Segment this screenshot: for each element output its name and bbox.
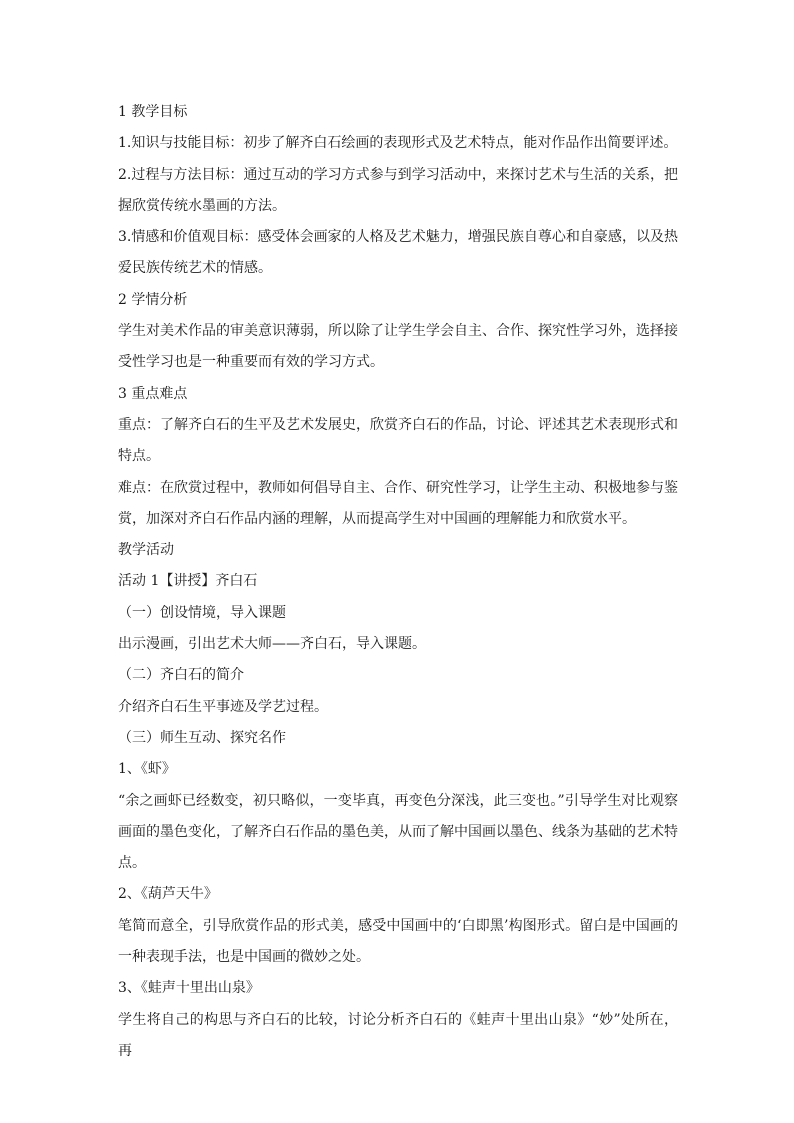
- paragraph-key-point-line1: 重点：了解齐白石的生平及艺术发展史，欣赏齐白石的作品，讨论、评述其艺术表现形式和: [118, 416, 678, 433]
- paragraph-difficulty-line1: 难点：在欣赏过程中，教师如何倡导自主、合作、研究性学习，让学生主动、积极地参与鉴: [118, 479, 678, 496]
- item-shrimp-title: 1、《虾》: [118, 761, 176, 778]
- heading-key-points: 3 重点难点: [118, 385, 188, 402]
- paragraph-frog-line1: 学生将自己的构思与齐白石的比较，讨论分析齐白石的《蛙声十里出山泉》“妙”处所在，再: [118, 1011, 678, 1059]
- heading-activity-1: 活动 1【讲授】齐白石: [118, 573, 258, 590]
- subheading-interaction: （三）师生互动、探究名作: [118, 729, 286, 746]
- paragraph-learner-analysis-line1: 学生对美术作品的审美意识薄弱，所以除了让学生学会自主、合作、探究性学习外，选择接: [118, 323, 678, 340]
- subheading-create-situation: （一）创设情境，导入课题: [118, 604, 286, 621]
- paragraph-introduction: 介绍齐白石生平事迹及学艺过程。: [118, 698, 328, 715]
- heading-learner-analysis: 2 学情分析: [118, 291, 188, 308]
- paragraph-shrimp-line3: 点。: [118, 855, 146, 872]
- paragraph-shrimp-line2: 画面的墨色变化，了解齐白石作品的墨色美，从而了解中国画以墨色、线条为基础的艺术特: [118, 823, 678, 840]
- paragraph-knowledge-goal: 1.知识与技能目标：初步了解齐白石绘画的表现形式及艺术特点，能对作品作出简要评述。: [118, 135, 678, 152]
- subheading-introduction: （二）齐白石的简介: [118, 667, 244, 684]
- paragraph-shrimp-line1: “余之画虾已经数变，初只略似，一变毕真，再变色分深浅，此三变也。”引导学生对比观察: [118, 792, 678, 809]
- item-frog-title: 3、《蛙声十里出山泉》: [118, 980, 260, 997]
- paragraph-emotion-goal-line2: 爱民族传统艺术的情感。: [118, 260, 272, 277]
- paragraph-gourd-line1: 笔简而意全，引导欣赏作品的形式美，感受中国画中的‘白即黑’构图形式。留白是中国画的: [118, 917, 678, 934]
- paragraph-key-point-line2: 特点。: [118, 448, 160, 465]
- item-gourd-title: 2、《葫芦天牛》: [118, 886, 218, 903]
- paragraph-show-cartoon: 出示漫画，引出艺术大师——齐白石，导入课题。: [118, 636, 426, 653]
- paragraph-process-goal-line1: 2.过程与方法目标：通过互动的学习方式参与到学习活动中，来探讨艺术与生活的关系，把: [118, 166, 678, 183]
- paragraph-learner-analysis-line2: 受性学习也是一种重要而有效的学习方式。: [118, 354, 384, 371]
- paragraph-difficulty-line2: 赏，加深对齐白石作品内涵的理解，从而提高学生对中国画的理解能力和欣赏水平。: [118, 510, 636, 527]
- document-body: [118, 97, 678, 1059]
- paragraph-gourd-line2: 一种表现手法，也是中国画的微妙之处。: [118, 949, 370, 966]
- heading-teaching-goals: 1 教学目标: [118, 104, 188, 120]
- paragraph-emotion-goal-line1: 3.情感和价值观目标：感受体会画家的人格及艺术魅力，增强民族自尊心和自豪感，以及热: [118, 229, 678, 246]
- paragraph-process-goal-line2: 握欣赏传统水墨画的方法。: [118, 197, 286, 214]
- heading-teaching-activities: 教学活动: [118, 542, 174, 559]
